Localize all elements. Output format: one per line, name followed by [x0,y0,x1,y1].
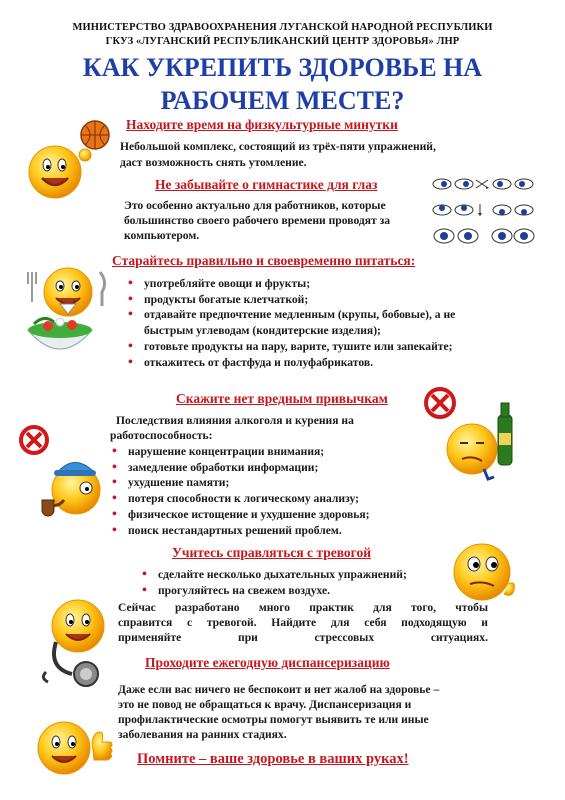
anxiety-text-line3: применяйте при стрессовых ситуациях. [118,631,488,644]
center-header: ГКУЗ «ЛУГАНСКИЙ РЕСПУБЛИКАНСКИЙ ЦЕНТР ЗДОРОВЬЯ» ЛНР [105,36,460,47]
habits-intro-line2: работоспособность: [110,429,213,442]
heading-nutrition: Старайтесь правильно и своевременно питаться: [112,253,416,268]
habits-item: • нарушение концентрации внимания; [110,444,440,460]
checkup-text-line1: Даже если вас ничего не беспокоит и нет жалоб на здоровье – [118,683,440,696]
eyes-text-line1: Это особенно актуально для работников, которые [124,199,386,212]
salad-bowl-icon [10,308,110,368]
exercise-text-line2: даст возможность снять утомление. [120,156,307,169]
nutrition-list [126,276,486,370]
checkup-text-line4: заболевания на ранних стадиях. [118,728,287,741]
heading-exercise: Находите время на физкультурные минутки [126,117,398,132]
eyes-text-line3: компьютером. [124,229,200,242]
anxiety-text-line1: Сейчас разработано много практик для того, чтобы [118,601,488,614]
habits-intro-line1: Последствия влияния алкоголя и курения на [116,414,354,427]
page-title-line2: РАБОЧЕМ МЕСТЕ? [160,86,405,115]
nutrition-item: • отдавайте предпочтение медленным (крупы, бобовые), а не быстрым углеводам (кондитерские изделия); [126,307,486,338]
nutrition-item: • продукты богатые клетчаткой; [126,292,486,308]
exercise-text-line1: Небольшой комплекс, состоящий из трёх-пяти упражнений, [120,140,436,153]
heading-eyes: Не забывайте о гимнастике для глаз [155,177,378,192]
ministry-header: МИНИСТЕРСТВО ЗДРАВООХРАНЕНИЯ ЛУГАНСКОЙ НАРОДНОЙ РЕСПУБЛИКИ [72,22,493,33]
anxiety-item: • сделайте несколько дыхательных упражнений; [140,567,460,583]
habits-item: • поиск нестандартных решений проблем. [110,523,440,539]
habits-item: • потеря способности к логическому анализу; [110,491,440,507]
habits-list [110,444,440,538]
habits-item: • замедление обработки информации; [110,460,440,476]
heading-checkup: Проходите ежегодную диспансеризацию [145,655,390,670]
habits-item: • ухудшение памяти; [110,475,440,491]
heading-anxiety: Учитесь справляться с тревогой [172,545,371,560]
heading-habits: Скажите нет вредным привычкам [176,391,388,406]
smiley-doctor-icon [26,590,126,700]
nutrition-item: • готовьте продукты на пару, варите, тушите или запекайте; [126,339,486,355]
smiley-basketball-icon [0,110,140,210]
footer-slogan: Помните – ваше здоровье в ваших руках! [137,751,409,767]
eyes-text-line2: большинство своего рабочего времени проводят за [124,214,391,227]
smiley-pipe-icon [20,418,100,528]
nutrition-item: • употребляйте овощи и фрукты; [126,276,486,292]
anxiety-text-line2: справится с тревогой. Найдите для себя подходящую и [118,616,488,629]
smiley-thumbs-up-icon [30,712,120,782]
page-title-line1: КАК УКРЕПИТЬ ЗДОРОВЬЕ НА [82,53,483,82]
habits-item: • физическое истощение и ухудшение здоровья; [110,507,440,523]
anxiety-list [140,567,460,598]
eye-exercise-icon [430,172,530,248]
checkup-text-line3: профилактические осмотры помогут выявить те или иные [118,713,429,726]
nutrition-item: • откажитесь от фастфуда и полуфабрикатов. [126,355,486,371]
anxiety-item: • прогуляйтесь на свежем воздухе. [140,583,460,599]
checkup-text-line2: это не повод не обращаться к врачу. Диспансеризация и [118,698,412,711]
